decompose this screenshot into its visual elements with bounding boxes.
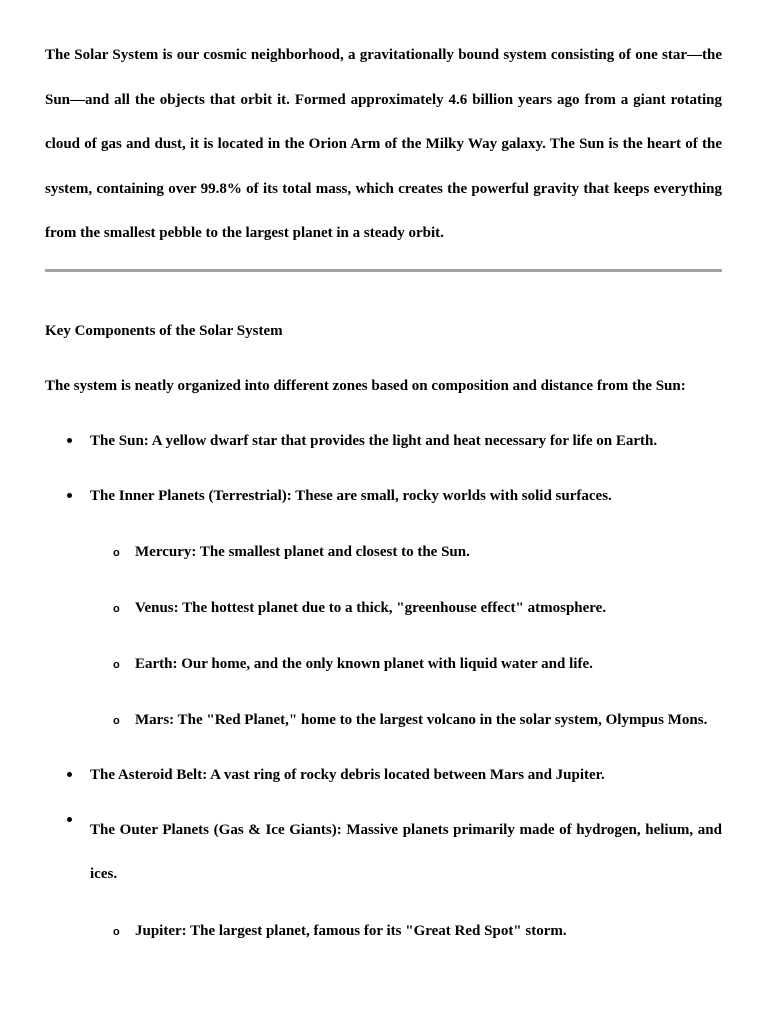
- bullet-circle-icon: o: [113, 658, 120, 671]
- sub-item-venus: [45, 596, 722, 620]
- list-item-asteroid-belt: [45, 763, 722, 787]
- list-item-inner-planets: [45, 484, 722, 508]
- bullet-dot-icon: [67, 772, 72, 777]
- intro-paragraph: The Solar System is our cosmic neighborhood, a gravitationally bound system consisting of one star—the Sun—and all the objects that orbit it. Formed approximately 4.6 billion years ago from a giant rotating cloud of gas and dust, it is located in the Orion Arm of the Milky Way galaxy. The Sun is the heart of the system, containing over 99.8% of its total mass, which creates the powerful gravity that keeps everything from the smallest pebble to the largest planet in a steady orbit.: [45, 47, 722, 241]
- sub-item-text: Jupiter: The largest planet, famous for its "Great Red Spot" storm.: [135, 922, 567, 939]
- bullet-dot-icon: [67, 817, 72, 822]
- list-item-outer-planets: [45, 808, 722, 897]
- bullet-circle-icon: o: [113, 925, 120, 938]
- sub-item-text: Venus: The hottest planet due to a thick, "greenhouse effect" atmosphere.: [135, 599, 607, 616]
- sub-item-text: Mercury: The smallest planet and closest to the Sun.: [135, 543, 470, 560]
- section-heading: Key Components of the Solar System: [45, 322, 283, 339]
- list-item-text: The Outer Planets (Gas & Ice Giants): Massive planets primarily made of hydrogen, helium, and ices.: [90, 821, 722, 882]
- bullet-dot-icon: [67, 493, 72, 498]
- document-page: [45, 0, 722, 943]
- sub-item-earth: [45, 652, 722, 676]
- bullet-circle-icon: o: [113, 602, 120, 615]
- sub-item-mercury: [45, 540, 722, 564]
- section-lead: The system is neatly organized into different zones based on composition and distance from the Sun:: [45, 377, 686, 394]
- sub-item-jupiter: [45, 919, 722, 943]
- sub-item-text: Earth: Our home, and the only known planet with liquid water and life.: [135, 655, 593, 672]
- list-item-sun: [45, 429, 722, 453]
- sub-item-mars: [45, 708, 722, 732]
- bullet-circle-icon: o: [113, 714, 120, 727]
- sub-item-text: Mars: The "Red Planet," home to the largest volcano in the solar system, Olympus Mons.: [135, 711, 708, 728]
- list-item-text: The Inner Planets (Terrestrial): These are small, rocky worlds with solid surfaces.: [90, 487, 612, 504]
- list-item-text: The Asteroid Belt: A vast ring of rocky debris located between Mars and Jupiter.: [90, 766, 605, 783]
- list-item-text: The Sun: A yellow dwarf star that provides the light and heat necessary for life on Earth.: [90, 432, 658, 449]
- bullet-dot-icon: [67, 438, 72, 443]
- components-list: [45, 429, 722, 943]
- bullet-circle-icon: o: [113, 546, 120, 559]
